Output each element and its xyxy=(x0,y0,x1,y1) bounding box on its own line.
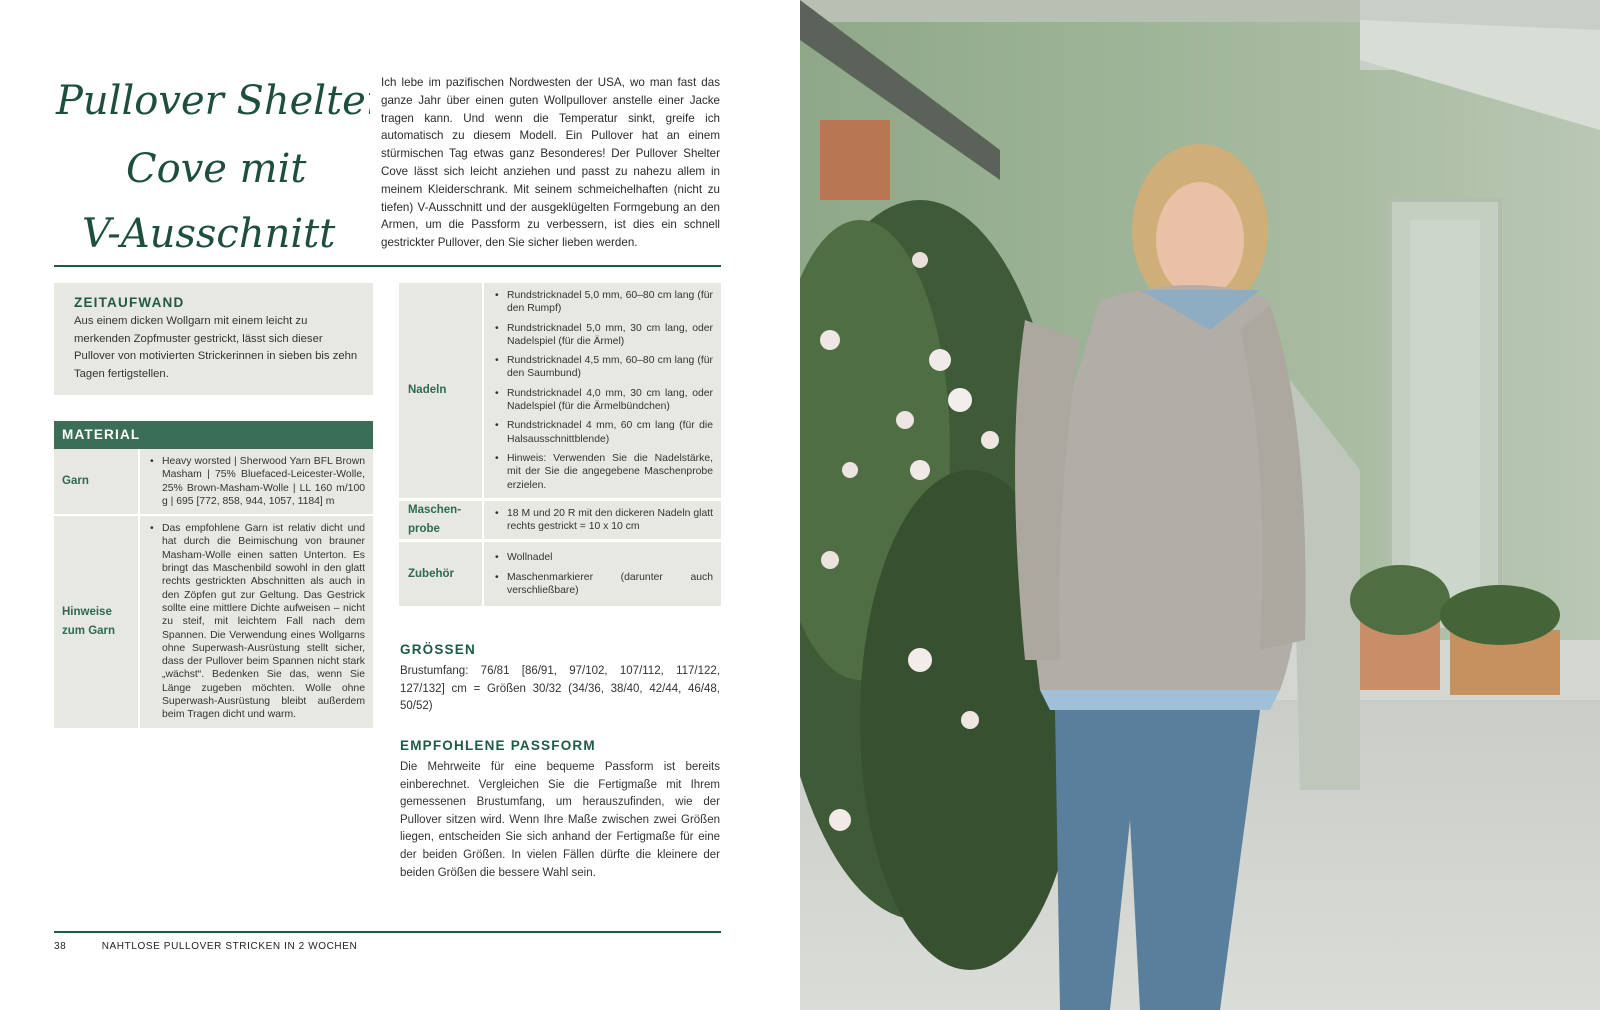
zeitaufwand-heading: ZEITAUFWAND xyxy=(74,295,185,310)
passform-heading: EMPFOHLENE PASSFORM xyxy=(400,738,596,753)
title-line-2: Cove mit xyxy=(126,146,307,192)
bottom-divider xyxy=(54,931,721,933)
title-script xyxy=(52,62,370,272)
list-item: • Rundstricknadel 4 mm, 60 cm lang (für die Halsausschnittblende) xyxy=(495,419,713,446)
list-item: • Rundstricknadel 5,0 mm, 60–80 cm lang (für den Rumpf) xyxy=(495,289,713,316)
page-footer xyxy=(54,941,357,952)
title-line-1: Pullover Shelter xyxy=(56,78,370,124)
table-row xyxy=(54,516,373,729)
pattern-title xyxy=(52,62,370,272)
groessen-text: Brustumfang: 76/81 [86/91, 97/102, 107/112, 117/122, 127/132] cm = Größen 30/32 (34/36, 38/40, 42/44, 46/48, 50/52) xyxy=(400,665,720,713)
title-line-3: V-Ausschnitt xyxy=(82,211,336,257)
groessen-heading: GRÖSSEN xyxy=(400,642,476,657)
table-row xyxy=(399,283,721,501)
zubehoer-label: Zubehör xyxy=(399,542,484,606)
hinweise-text: • Das empfohlene Garn ist relativ dicht und hat durch die Beimischung von brauner Masham-Wolle einen satten Unterton. Es bringt das Maschenbild sowohl in den glatt rechts gestrickten Abschnitten als auch in den Zöpfen gut zur Geltung. Das Gestrick sollte eine mittlere Dichte aufweisen – nicht zu steif, mit leichtem Fall nach dem Spannen. Die Verwendung eines Wollgarns ohne Superwash-Ausrüstung stellt sicher, dass der Pullover beim Spannen nicht stark „wächst“. Bedenken Sie das, wenn Sie Länge zugeben möchten. Wolle ohne Superwash-Ausrüstung bleibt außerdem beim Tragen dicht und warm. xyxy=(150,522,365,721)
photo-illustration xyxy=(800,0,1600,1010)
passform-text: Die Mehrweite für eine bequeme Passform ist bereits einberechnet. Vergleichen Sie die Fertigmaße mit Ihrem gemessenen Brustumfang, um herauszufinden, wie der Pullover sitzen wird. Wenn Ihre Maße zwischen zwei Größen liegen, entscheiden Sie sich anhand der Fertigmaße für eine der beiden Größen. In vielen Fällen dürfte die kleinere der beiden Größen die bessere Wahl sein. xyxy=(400,761,720,879)
zeitaufwand-box xyxy=(54,283,373,395)
nadeln-label: Nadeln xyxy=(399,283,484,498)
list-item: • Rundstricknadel 4,0 mm, 30 cm lang, oder Nadelspiel (für die Ärmelbündchen) xyxy=(495,387,713,414)
maschenprobe-label: Maschen-probe xyxy=(399,501,484,540)
list-item: • Rundstricknadel 4,5 mm, 60–80 cm lang (für den Saumbund) xyxy=(495,354,713,381)
tools-table xyxy=(399,283,721,609)
material-heading: MATERIAL xyxy=(54,421,373,449)
garn-label: Garn xyxy=(54,449,140,514)
page-number: 38 xyxy=(54,941,67,952)
list-item: • Wollnadel xyxy=(495,551,713,564)
hinweise-label: Hinweise zum Garn xyxy=(54,516,140,727)
list-item: • 18 M und 20 R mit den dickeren Nadeln glatt rechts gestrickt = 10 x 10 cm xyxy=(495,507,713,534)
list-item: • Maschenmarkierer (darunter auch verschließbare) xyxy=(495,571,713,598)
intro-text: Ich lebe im pazifischen Nordwesten der USA, wo man fast das ganze Jahr über einen guten Wollpullover anstelle einer Jacke tragen kann. Und wenn die Temperatur sinkt, greife ich automatisch zu diesem Modell. Ein Pullover hat an einem stürmischen Tag etwas ganz Besonderes! Der Pullover Shelter Cove lässt sich leicht anziehen und passt zu nahezu allem in meinem Kleiderschrank. Mit seinem schmeichelhaften (nicht zu tiefen) V-Ausschnitt und der ausgeklügelten Formgebung an den Armen, um die Passform zu verbessern, ist dies ein schnell gestrickter Pullover, den Sie sicher lieben werden. xyxy=(381,76,720,250)
table-row xyxy=(399,542,721,609)
list-item: • Rundstricknadel 5,0 mm, 30 cm lang, oder Nadelspiel (für die Ärmel) xyxy=(495,322,713,349)
running-title: NAHTLOSE PULLOVER STRICKEN IN 2 WOCHEN xyxy=(101,941,358,952)
material-table xyxy=(54,421,373,730)
table-row xyxy=(54,449,373,516)
table-row xyxy=(399,501,721,543)
garn-text: • Heavy worsted | Sherwood Yarn BFL Brown Masham | 75% Bluefaced-Leicester-Wolle, 25% Brown-Masham-Wolle | LL 160 m/100 g | 695 [772, 858, 944, 1057, 1184] m xyxy=(150,455,365,508)
list-item: • Hinweis: Verwenden Sie die Nadelstärke, mit der Sie die angegebene Maschenprobe erzielen. xyxy=(495,452,713,492)
top-divider xyxy=(54,265,721,267)
zeitaufwand-text: Aus einem dicken Wollgarn mit einem leicht zu merkenden Zopfmuster gestrickt, lässt sich dieser Pullover von motivierten Strickerinnen in sieben bis zehn Tagen fertigstellen. xyxy=(74,315,358,380)
model-photo xyxy=(800,0,1600,1010)
